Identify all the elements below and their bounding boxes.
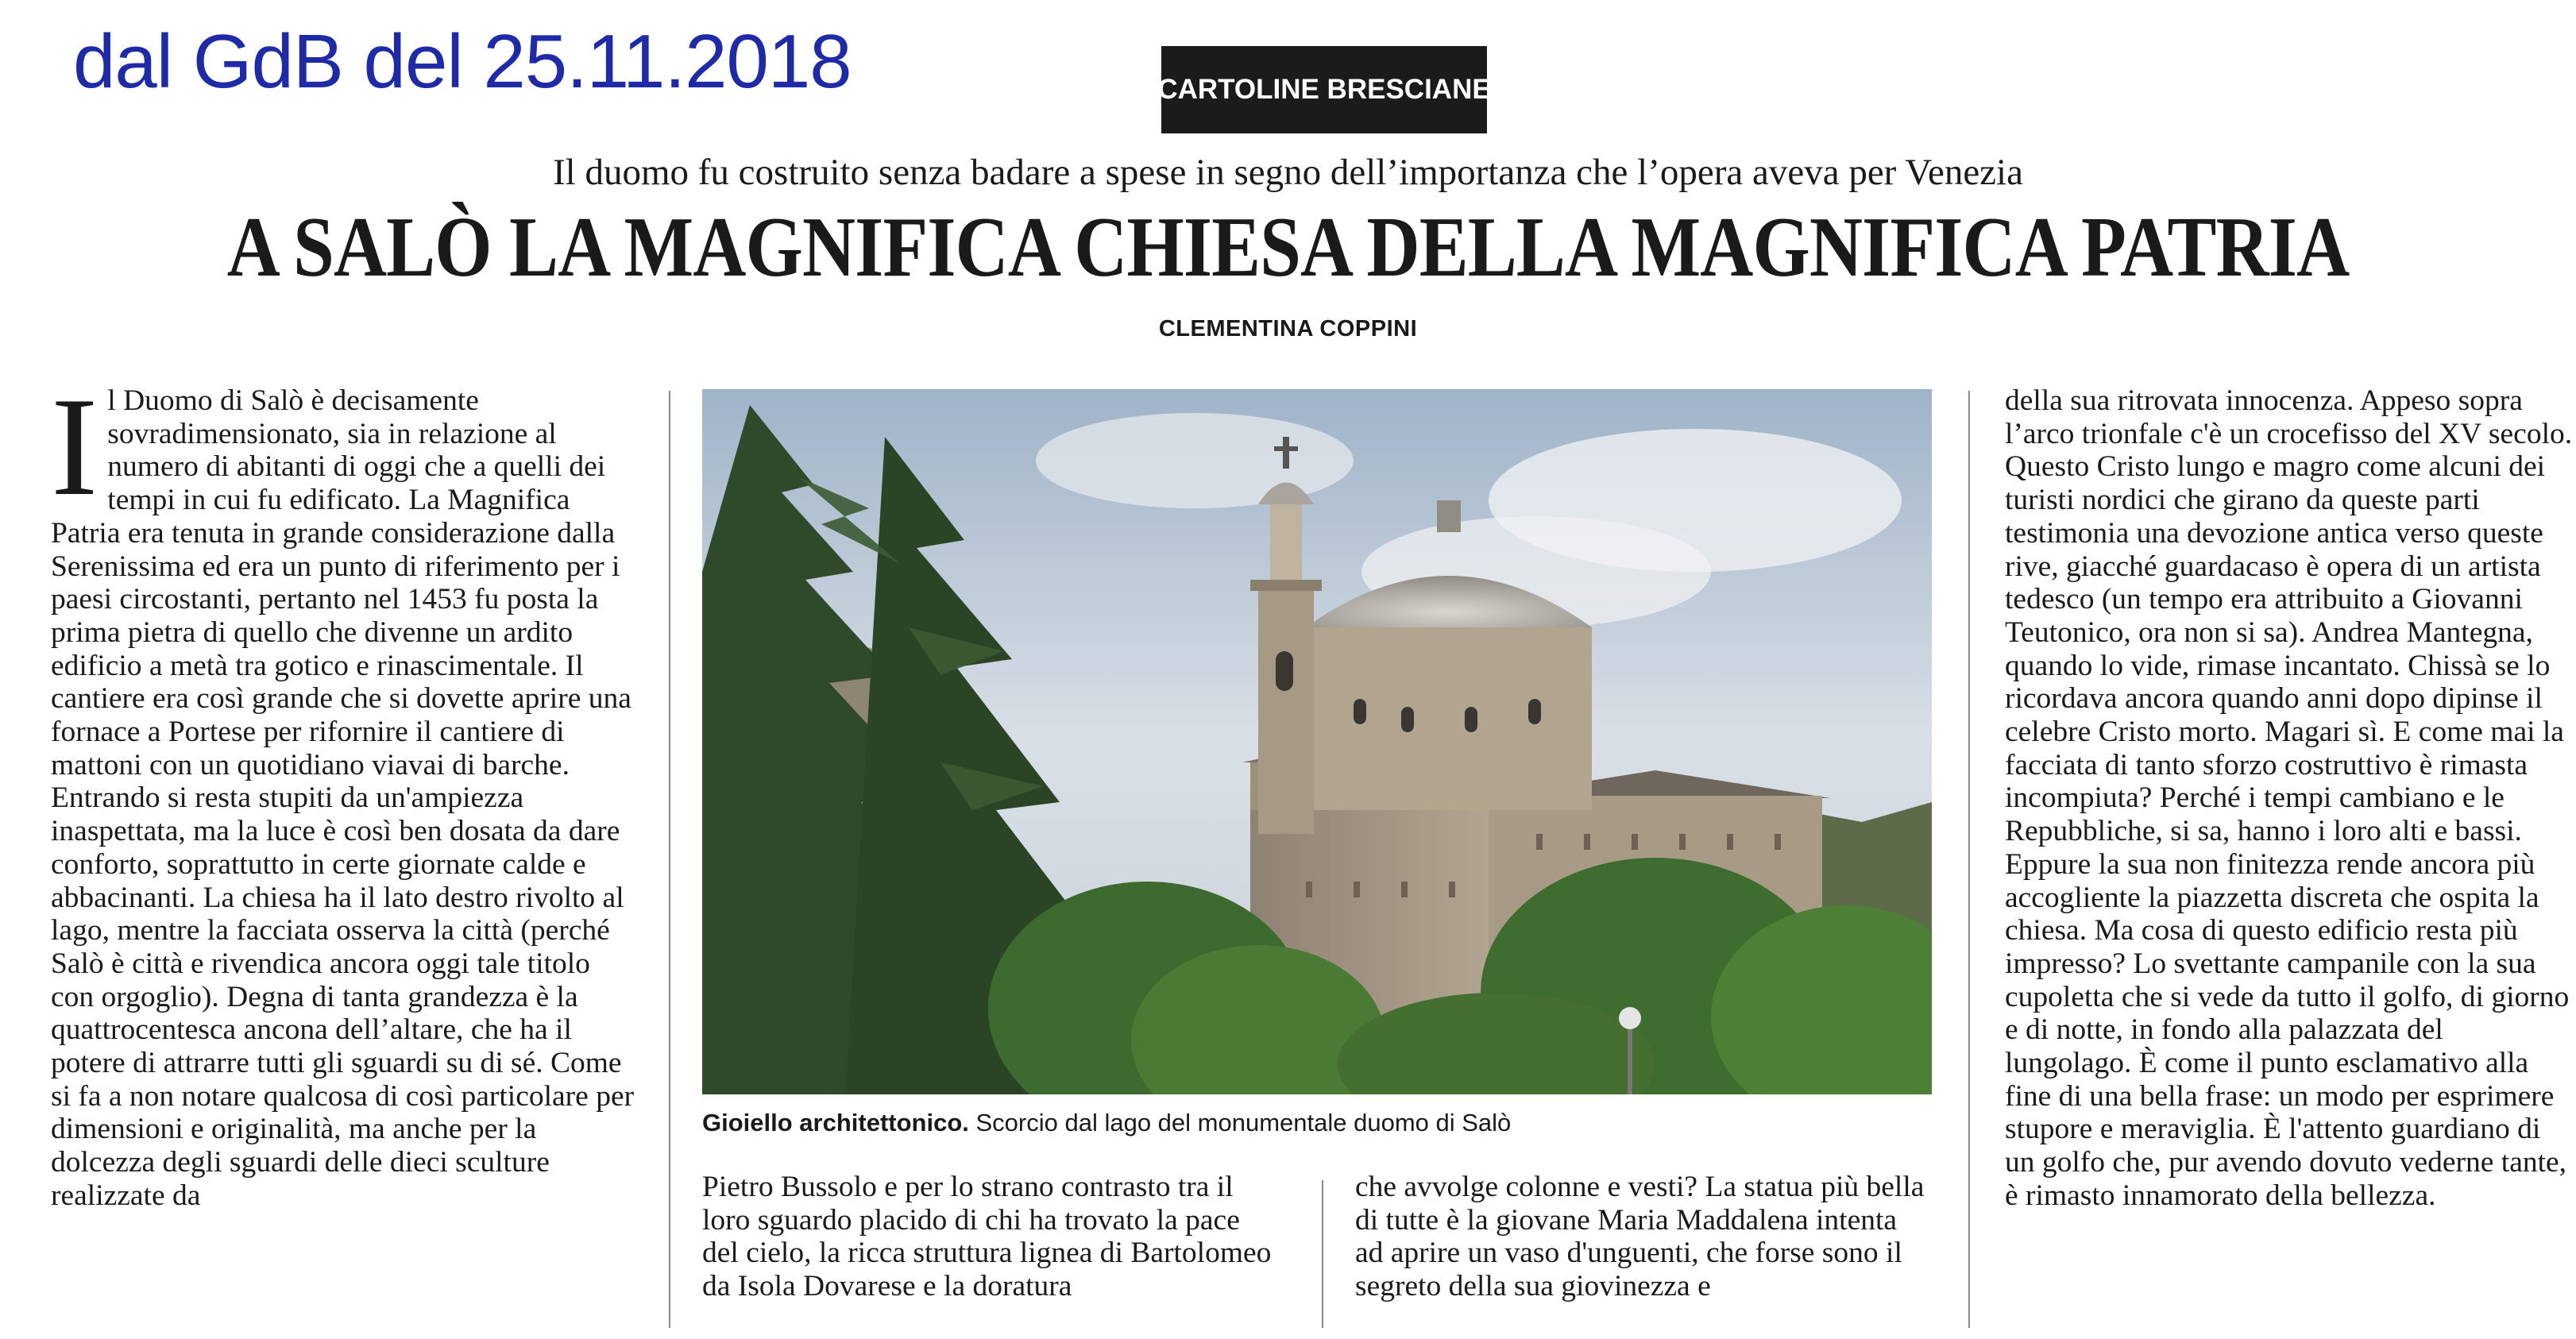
column-rule <box>1322 1180 1323 1328</box>
headline: A SALÒ LA MAGNIFICA CHIESA DELLA MAGNIFICA PATRIA <box>226 200 2350 295</box>
church-photo <box>702 389 1932 1094</box>
photo-caption <box>702 1109 1932 1137</box>
article-column-3-text: che avvolge colonne e vesti? La statua più bella di tutte è la giovane Maria Maddalena intenta ad aprire un vaso d'unguenti, che forse sono il segreto della sua giovinezza e <box>1355 1171 1925 1303</box>
article-column-1-text: l Duomo di Salò è decisamente sovradimensionato, sia in relazione al numero di abitanti di oggi che a quelli dei tempi in cui fu edificato. La Magnifica Patria era tenuta in grande considerazione dalla Serenissima ed era un punto di riferimento per i paesi circostanti, pertanto nel 1453 fu posta la prima pietra di quello che divenne un ardito edificio a metà tra gotico e rinascimentale. Il cantiere era così grande che si dovette aprire una fornace a Portese per rifornire il cantiere di mattoni con un quotidiano viavai di barche. Entrando si resta stupiti da un'ampiezza inaspettata, ma la luce è così ben dosata da dare conforto, soprattutto in certe giornate calde e abbacinanti. La chiesa ha il lato destro rivolto al lago, mentre la facciata osserva la città (perché Salò è città e rivendica ancora oggi tale titolo con orgoglio). Degna di tanta grandezza è la quattrocentesca ancona dell’altare, che ha il potere di attrarre tutti gli sguardi su di sé. Come si fa a non notare qualcosa di così particolare per dimensioni e originalità, ma anche per la dolcezza degli sguardi delle dieci sculture realizzate da <box>51 384 635 1212</box>
column-rule <box>1968 391 1970 1328</box>
dropcap: I <box>51 368 98 525</box>
article-column-2-text: Pietro Bussolo e per lo strano contrasto tra il loro sguardo placido di chi ha trovato la pace del cielo, la ricca struttura lignea di Bartolomeo da Isola Dovarese e la doratura <box>702 1171 1272 1303</box>
source-label: dal GdB del 25.11.2018 <box>73 19 852 104</box>
caption-title: Gioiello architettonico. <box>702 1109 969 1136</box>
article-column-4-text: della sua ritrovata innocenza. Appeso sopra l’arco trionfale c'è un crocefisso del XV secolo. Questo Cristo lungo e magro come alcuni dei turisti nordici che girano da queste parti testimonia una devozione antica verso queste rive, giacché guardacaso è opera di un artista tedesco (un tempo era attribuito a Giovanni Teutonico, ora non si sa). Andrea Mantegna, quando lo vide, rimase incantato. Chissà se lo ricordava ancora quando anni dopo dipinse il celebre Cristo morto. Magari sì. E come mai la facciata di tanto sforzo costruttivo è rimasta incompiuta? Perché i tempi cambiano e le Repubbliche, si sa, hanno i loro alti e bassi. Eppure la sua non finitezza rende ancora più accogliente la piazzetta discreta che ospita la chiesa. Ma cosa di questo edificio resta più impresso? Lo svettante campanile con la sua cupoletta che si vede da tutto il golfo, di giorno e di notte, in fondo alla palazzata del lungolago. È come il punto esclamativo alla fine di una bella frase: un modo per esprimere stupore e meraviglia. È l'attento guardiano di un golfo che, pur avendo dovuto vederne tante, è rimasto innamorato della bellezza. <box>2005 384 2573 1212</box>
caption-text: Scorcio dal lago del monumentale duomo di Salò <box>968 1109 1512 1136</box>
article-column-1 <box>51 368 635 1213</box>
article-column-4 <box>2005 384 2576 1213</box>
column-rule <box>669 391 670 1328</box>
kicker: Il duomo fu costruito senza badare a spese in segno dell’importanza che l’opera aveva per Venezia <box>553 152 2023 193</box>
church-illustration <box>702 389 1932 1094</box>
byline: CLEMENTINA COPPINI <box>1158 316 1418 342</box>
article-column-2 <box>702 1171 1274 1303</box>
article-column-3 <box>1355 1171 1927 1303</box>
section-badge: CARTOLINE BRESCIANE <box>1161 46 1487 133</box>
